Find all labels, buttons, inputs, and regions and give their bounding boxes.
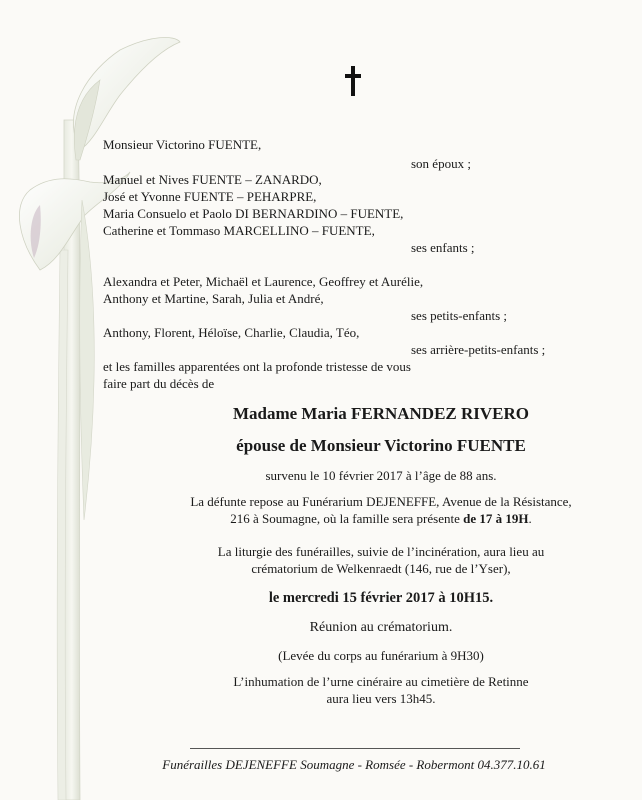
child-line: José et Yvonne FUENTE – PEHARPRE,: [103, 189, 317, 204]
funerarium-line: [60, 511, 642, 527]
death-date: survenu le 10 février 2017 à l’âge de 88 ans.: [265, 468, 497, 483]
meeting-info: Réunion au crématorium.: [309, 620, 453, 635]
child-line: Catherine et Tommaso MARCELLINO – FUENTE,: [103, 223, 375, 238]
families-line: faire part du décès de: [103, 376, 215, 391]
grandchildren-line: Alexandra et Peter, Michaël et Laurence, Geoffrey et Aurélie,: [103, 274, 424, 289]
levee-info: (Levée du corps au funérarium à 9H30): [278, 648, 484, 663]
husband-role: son époux ;: [411, 156, 471, 171]
burial-line: aura lieu vers 13h45.: [326, 691, 436, 706]
divider: [190, 748, 520, 749]
great-grandchildren-role: ses arrière-petits-enfants ;: [411, 342, 546, 357]
ceremony-date: le mercredi 15 février 2017 à 10H15.: [268, 590, 494, 606]
husband-name: Monsieur Victorino FUENTE,: [103, 137, 262, 152]
grandchildren-line: Anthony et Martine, Sarah, Julia et André,: [103, 291, 324, 306]
liturgy-line: La liturgie des funérailles, suivie de l’incinération, aura lieu au: [217, 544, 545, 559]
punctuation: .: [528, 511, 532, 526]
latin-cross-icon: [344, 66, 362, 96]
children-role: ses enfants ;: [411, 240, 475, 255]
families-line: et les familles apparentées ont la profonde tristesse de vous: [103, 359, 411, 374]
funerarium-line: La défunte repose au Funérarium DEJENEFFE, Avenue de la Résistance,: [190, 494, 572, 509]
child-line: Manuel et Nives FUENTE – ZANARDO,: [103, 172, 322, 187]
burial-line: L’inhumation de l’urne cinéraire au cimetière de Retinne: [233, 674, 529, 689]
liturgy-line: crématorium de Welkenraedt (146, rue de l’Yser),: [251, 561, 511, 576]
funeral-home-footer: Funérailles DEJENEFFE Soumagne - Romsée - Robermont 04.377.10.61: [162, 757, 546, 772]
visiting-hours: de 17 à 19H: [463, 511, 529, 526]
funerarium-address: 216 à Soumagne, où la famille sera présente: [230, 511, 464, 526]
deceased-spouse: épouse de Monsieur Victorino FUENTE: [236, 436, 526, 455]
deceased-name: Madame Maria FERNANDEZ RIVERO: [232, 404, 530, 423]
grandchildren-role: ses petits-enfants ;: [411, 308, 508, 323]
child-line: Maria Consuelo et Paolo DI BERNARDINO – FUENTE,: [103, 206, 404, 221]
great-grandchildren-line: Anthony, Florent, Héloïse, Charlie, Claudia, Téo,: [103, 325, 360, 340]
